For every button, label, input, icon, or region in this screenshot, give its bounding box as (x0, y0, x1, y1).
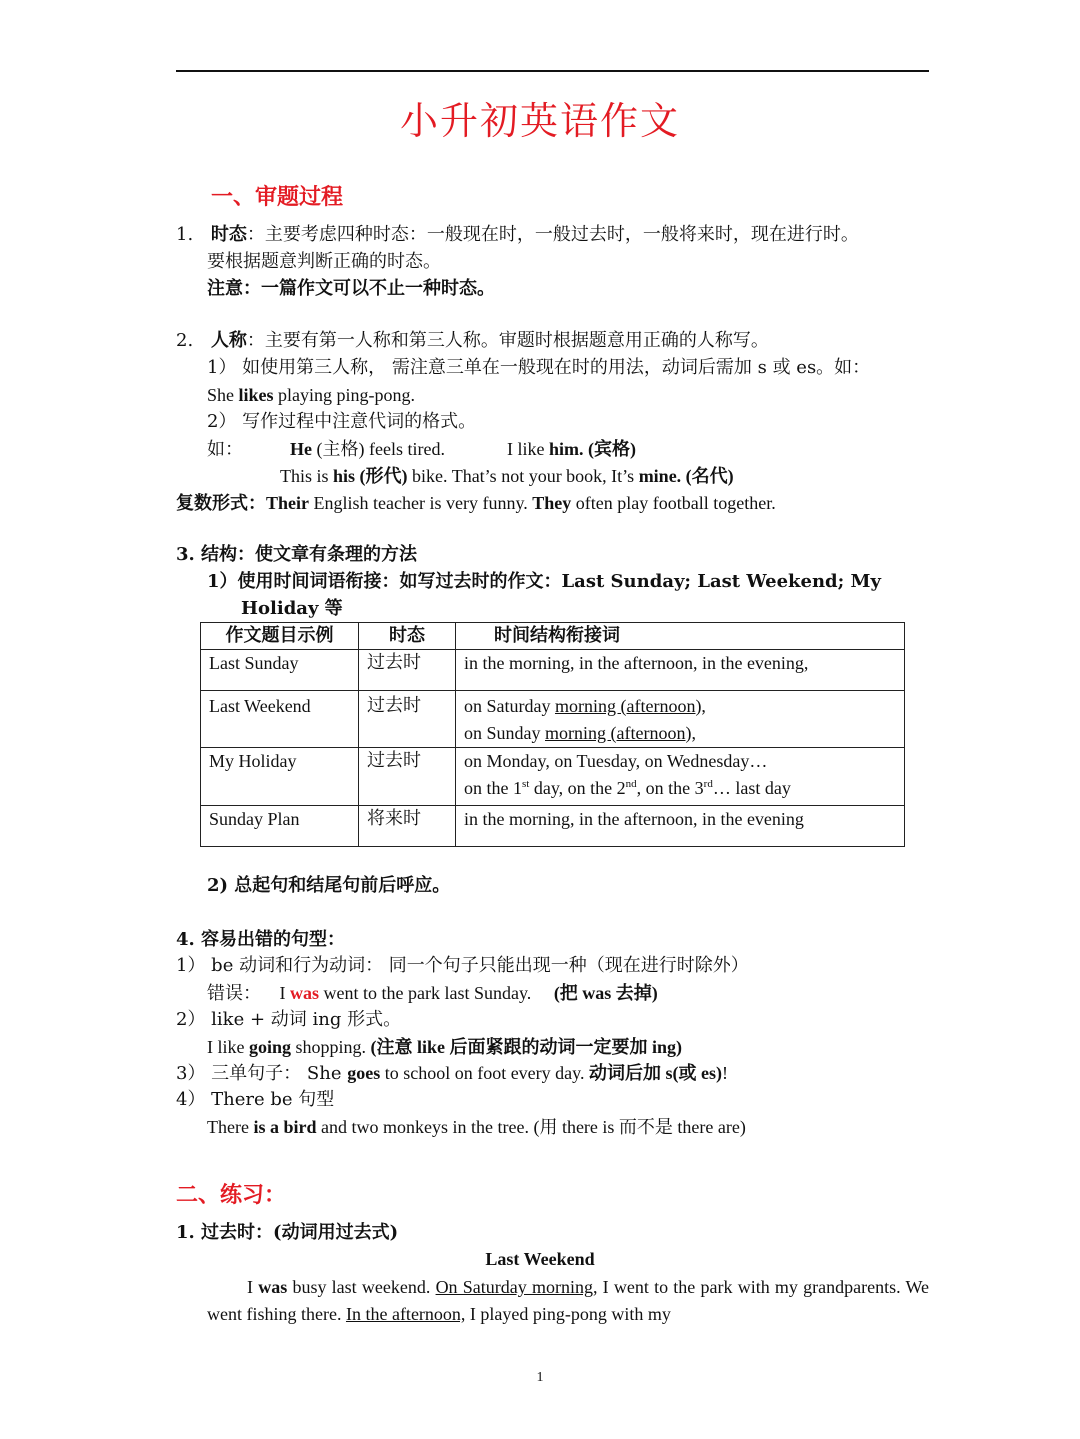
item2-line1 (176, 328, 769, 354)
table-cell-tense: 过去时 (359, 748, 456, 806)
s1-pre: I (279, 983, 290, 1003)
table-header: 作文题目示例 (201, 623, 359, 650)
s1-label: 错误： (207, 983, 261, 1004)
essay-part: I played ping-pong with my (465, 1304, 671, 1324)
structure-table (200, 622, 905, 847)
item1-label: 时态 (210, 224, 247, 245)
words-underlined: morning (afternoon), (545, 723, 696, 743)
item1-text: ：主要考虑四种时态：一般现在时，一般过去时，一般将来时，现在进行时。 (246, 224, 859, 245)
plural-mid: English teacher is very funny. (309, 493, 533, 513)
words-line (464, 720, 896, 747)
table-row (201, 650, 905, 691)
item4-s4-example (207, 1114, 746, 1140)
item2-sub2: 2） 写作过程中注意代词的格式。 (207, 411, 477, 432)
words-part: … last day (712, 778, 791, 798)
words-line (464, 775, 896, 802)
ex2b-bold: him. (宾格) (549, 439, 636, 459)
s4-post: and two monkeys in the tree. (用 there is 而不是 there are) (316, 1117, 746, 1137)
ex2a-rest: (主格) feels tired. (312, 439, 445, 459)
table-row (201, 691, 905, 748)
s1-post: went to the park last Sunday. (319, 983, 532, 1003)
item4-heading: 4. 容易出错的句型： (176, 929, 346, 950)
item2-example3 (280, 463, 734, 489)
words-pre: on Sunday (464, 723, 545, 743)
s3-note: 动词后加 s(或 es) (589, 1063, 722, 1083)
item4-s3 (176, 1060, 728, 1087)
section2-heading: 二、练习： (176, 1183, 287, 1208)
s2-note: (注意 like 后面紧跟的动词一定要加 ing) (370, 1037, 683, 1057)
essay-part: I (247, 1277, 259, 1297)
words-part: , on the 3 (636, 778, 704, 798)
words-pre: on Saturday (464, 696, 555, 716)
item2-example2b (507, 436, 636, 462)
table-cell-words (456, 691, 905, 748)
ex1-pre: She (207, 385, 239, 405)
item2-example1 (207, 382, 415, 408)
essay-bold: was (258, 1277, 288, 1297)
table-cell-words (456, 748, 905, 806)
item1-line2: 要根据题意判断正确的时态。 (207, 251, 441, 272)
top-rule (176, 70, 929, 72)
table-row (201, 748, 905, 806)
item2-sub1: 1） 如使用第三人称， 需注意三单在一般现在时的用法，动词后需加 s 或 es。如： (207, 357, 871, 378)
plural-b1: Their (266, 493, 309, 513)
words-underlined: morning (afternoon), (554, 696, 706, 716)
ordinal-suffix: nd (625, 778, 637, 790)
table-cell-topic: Last Weekend (201, 691, 359, 748)
ex3-bold1: his (形代) (333, 466, 408, 486)
table-cell-tense: 过去时 (359, 650, 456, 691)
s3-pre: 3） 三单句子： She (176, 1063, 348, 1084)
ex3-bold2: mine. (名代) (638, 466, 734, 486)
s2-bold: going (249, 1037, 292, 1057)
table-cell-topic: My Holiday (201, 748, 359, 806)
table-cell-topic: Sunday Plan (201, 806, 359, 847)
words-line (464, 693, 896, 720)
item2-plural (176, 490, 776, 517)
section2-item1-text: 1. 过去时：(动词用过去式) (176, 1222, 399, 1243)
essay-underlined: On Saturday morning, (435, 1277, 598, 1297)
ex1-bold: likes (238, 385, 274, 405)
plural-b2: They (532, 493, 572, 513)
section1-heading: 一、审题过程 (211, 185, 344, 210)
item3-sub1-line1: 1）使用时间词语衔接：如写过去时的作文：Last Sunday; Last Weekend; My (207, 571, 881, 592)
page-number: 1 (536, 1370, 544, 1385)
s4-pre: There (207, 1117, 254, 1137)
section2-item1 (176, 1220, 398, 1246)
table-cell-topic: Last Sunday (201, 650, 359, 691)
words-part: on the 1 (464, 778, 522, 798)
item1-note: 注意：一篇作文可以不止一种时态。 (207, 278, 495, 299)
s3-end: ! (722, 1063, 728, 1083)
s3-bold: goes (347, 1063, 381, 1083)
item4-s1: 1） be 动词和行为动词： 同一个句子只能出现一种（现在进行时除外） (176, 955, 749, 976)
item2-text: ：主要有第一人称和第三人称。审题时根据题意用正确的人称写。 (246, 330, 769, 351)
s2-post: shopping. (291, 1037, 371, 1057)
essay-title: Last Weekend (485, 1249, 595, 1269)
plural-label: 复数形式： (176, 493, 266, 514)
ordinal-suffix: st (522, 778, 530, 790)
ex3-pre: This is (280, 466, 334, 486)
words-part: day, on the 2 (529, 778, 626, 798)
table-header: 时间结构衔接词 (456, 623, 905, 650)
item3-heading: 3. 结构：使文章有条理的方法 (176, 544, 418, 565)
table-cell-words: in the morning, in the afternoon, in the evening, (456, 650, 905, 691)
s4-bold: is a bird (253, 1117, 317, 1137)
item4-s2: 2） like + 动词 ing 形式。 (176, 1009, 402, 1030)
words-line: on Monday, on Tuesday, on Wednesday… (464, 751, 768, 771)
essay-underlined: In the afternoon, (345, 1304, 466, 1324)
page-title: 小升初英语作文 (399, 99, 680, 143)
ex3-mid: bike. That’s not your book, It’s (407, 466, 639, 486)
item4-s4: 4） There be 句型 (176, 1089, 335, 1110)
item3-sub2: 2) 总起句和结尾句前后呼应。 (207, 875, 451, 896)
essay-part: busy last weekend. (287, 1277, 436, 1297)
table-row (201, 806, 905, 847)
item2-example-label: 如： (207, 439, 243, 459)
item3-sub1-line2: Holiday 等 (241, 598, 343, 619)
s1-note: (把 was 去掉) (553, 983, 658, 1003)
ex2a-bold: He (290, 439, 312, 459)
essay-part: I went to the park with my grandparents. We went fishing there. (207, 1277, 930, 1324)
table-header-row (201, 623, 905, 650)
table-cell-tense: 将来时 (359, 806, 456, 847)
item4-s2-example (207, 1034, 682, 1060)
item1-line1 (176, 222, 859, 248)
table-cell-tense: 过去时 (359, 691, 456, 748)
item2-example2a (290, 436, 445, 462)
table-header: 时态 (359, 623, 456, 650)
essay-paragraph (207, 1274, 929, 1328)
table-cell-words: in the morning, in the afternoon, in the evening (456, 806, 905, 847)
s1-red: was (290, 983, 320, 1003)
plural-end: often play football together. (571, 493, 776, 513)
item4-s1-example (207, 980, 658, 1007)
ex1-post: playing ping-pong. (273, 385, 416, 405)
s3-post: to school on foot every day. (380, 1063, 589, 1083)
item2-num: 2. (176, 330, 194, 351)
ordinal-suffix: rd (703, 778, 713, 790)
ex2b-pre: I like (507, 439, 549, 459)
item2-label: 人称 (210, 330, 247, 351)
s2-pre: I like (207, 1037, 249, 1057)
item1-num: 1. (176, 224, 194, 245)
